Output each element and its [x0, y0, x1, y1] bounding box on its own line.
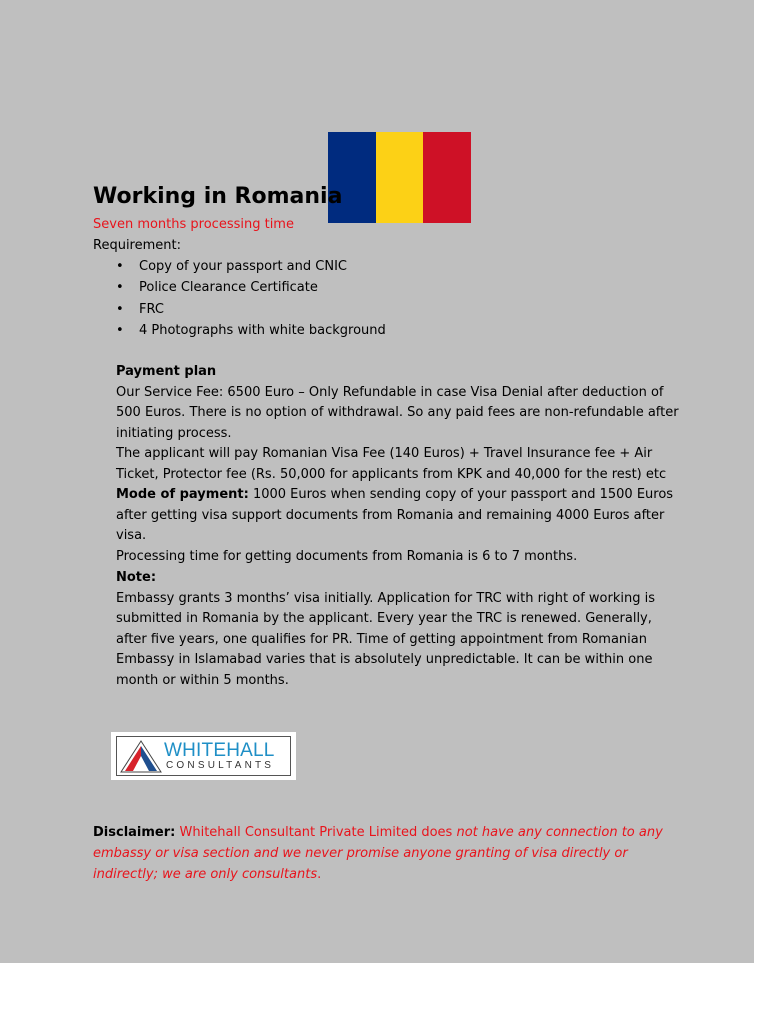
flag-stripe-yellow — [376, 132, 424, 223]
mode-of-payment-label: Mode of payment: — [116, 487, 249, 502]
note-heading: Note: — [116, 570, 157, 585]
requirement-item — [93, 279, 386, 300]
logo-tagline: CONSULTANTS — [166, 760, 275, 771]
payment-plan-section — [116, 362, 682, 567]
disclaimer-period: . — [317, 867, 322, 882]
disclaimer — [93, 822, 673, 885]
romania-flag — [328, 132, 471, 223]
bullet-icon: • — [116, 259, 124, 274]
triangle-logo-icon — [119, 738, 163, 774]
requirement-item — [93, 301, 386, 322]
requirement-item-text: FRC — [139, 301, 164, 317]
payment-plan-heading: Payment plan — [116, 364, 217, 379]
disclaimer-company-text: Whitehall Consultant Private Limited does — [175, 825, 457, 840]
page-title: Working in Romania — [93, 184, 343, 209]
disclaimer-italic-text: not have any connection to any embassy or visa section and we never promise anyone granting of visa directly or indirectly; we are only consultants — [93, 825, 663, 882]
bullet-icon: • — [116, 301, 124, 317]
processing-time-text: Processing time for getting documents from Romania is 6 to 7 months. — [116, 548, 578, 564]
requirement-label: Requirement: — [93, 238, 181, 253]
note-text: Embassy grants 3 months’ visa initially. Application for TRC with right of working is submitted in Romania by the applicant. Every year the TRC is renewed. Generally, after five years, one qualifies for PR. Time of getting appointment from Romanian Embassy in Islamabad varies that is absolutely unpredictable. It can be within one month or within 5 months. — [116, 590, 655, 688]
processing-time-subtitle: Seven months processing time — [93, 217, 294, 232]
disclaimer-label: Disclaimer: — [93, 825, 176, 840]
requirement-item-text: 4 Photographs with white background — [139, 322, 386, 338]
bullet-icon: • — [116, 322, 124, 338]
requirement-item — [93, 322, 386, 343]
requirement-list — [93, 258, 386, 343]
logo-wordmark: WHITEHALL — [164, 740, 275, 761]
service-fee-text: Our Service Fee: 6500 Euro – Only Refundable in case Visa Denial after deduction of 500 Euros. There is no option of withdrawal. So any paid fees are non-refundable after initiating process. — [116, 384, 679, 441]
mode-of-payment-paragraph — [116, 485, 682, 547]
applicant-fees-text: The applicant will pay Romanian Visa Fee (140 Euros) + Travel Insurance fee + Air Ticket, Protector fee (Rs. 50,000 for applicants from KPK and 40,000 for the rest) etc — [116, 446, 667, 482]
whitehall-logo — [111, 732, 296, 780]
requirement-item-text: Police Clearance Certificate — [139, 280, 318, 296]
note-section — [116, 568, 682, 691]
mode-of-payment-text: 1000 Euros when sending copy of your passport and 1500 Euros after getting visa support documents from Romania and remaining 4000 Euros after visa. — [116, 487, 674, 543]
logo-frame — [116, 736, 291, 776]
logo-text — [164, 741, 275, 771]
bullet-icon: • — [116, 280, 124, 296]
requirement-item — [93, 258, 386, 279]
flag-stripe-red — [423, 132, 471, 223]
requirement-item-text: Copy of your passport and CNIC — [139, 259, 347, 274]
